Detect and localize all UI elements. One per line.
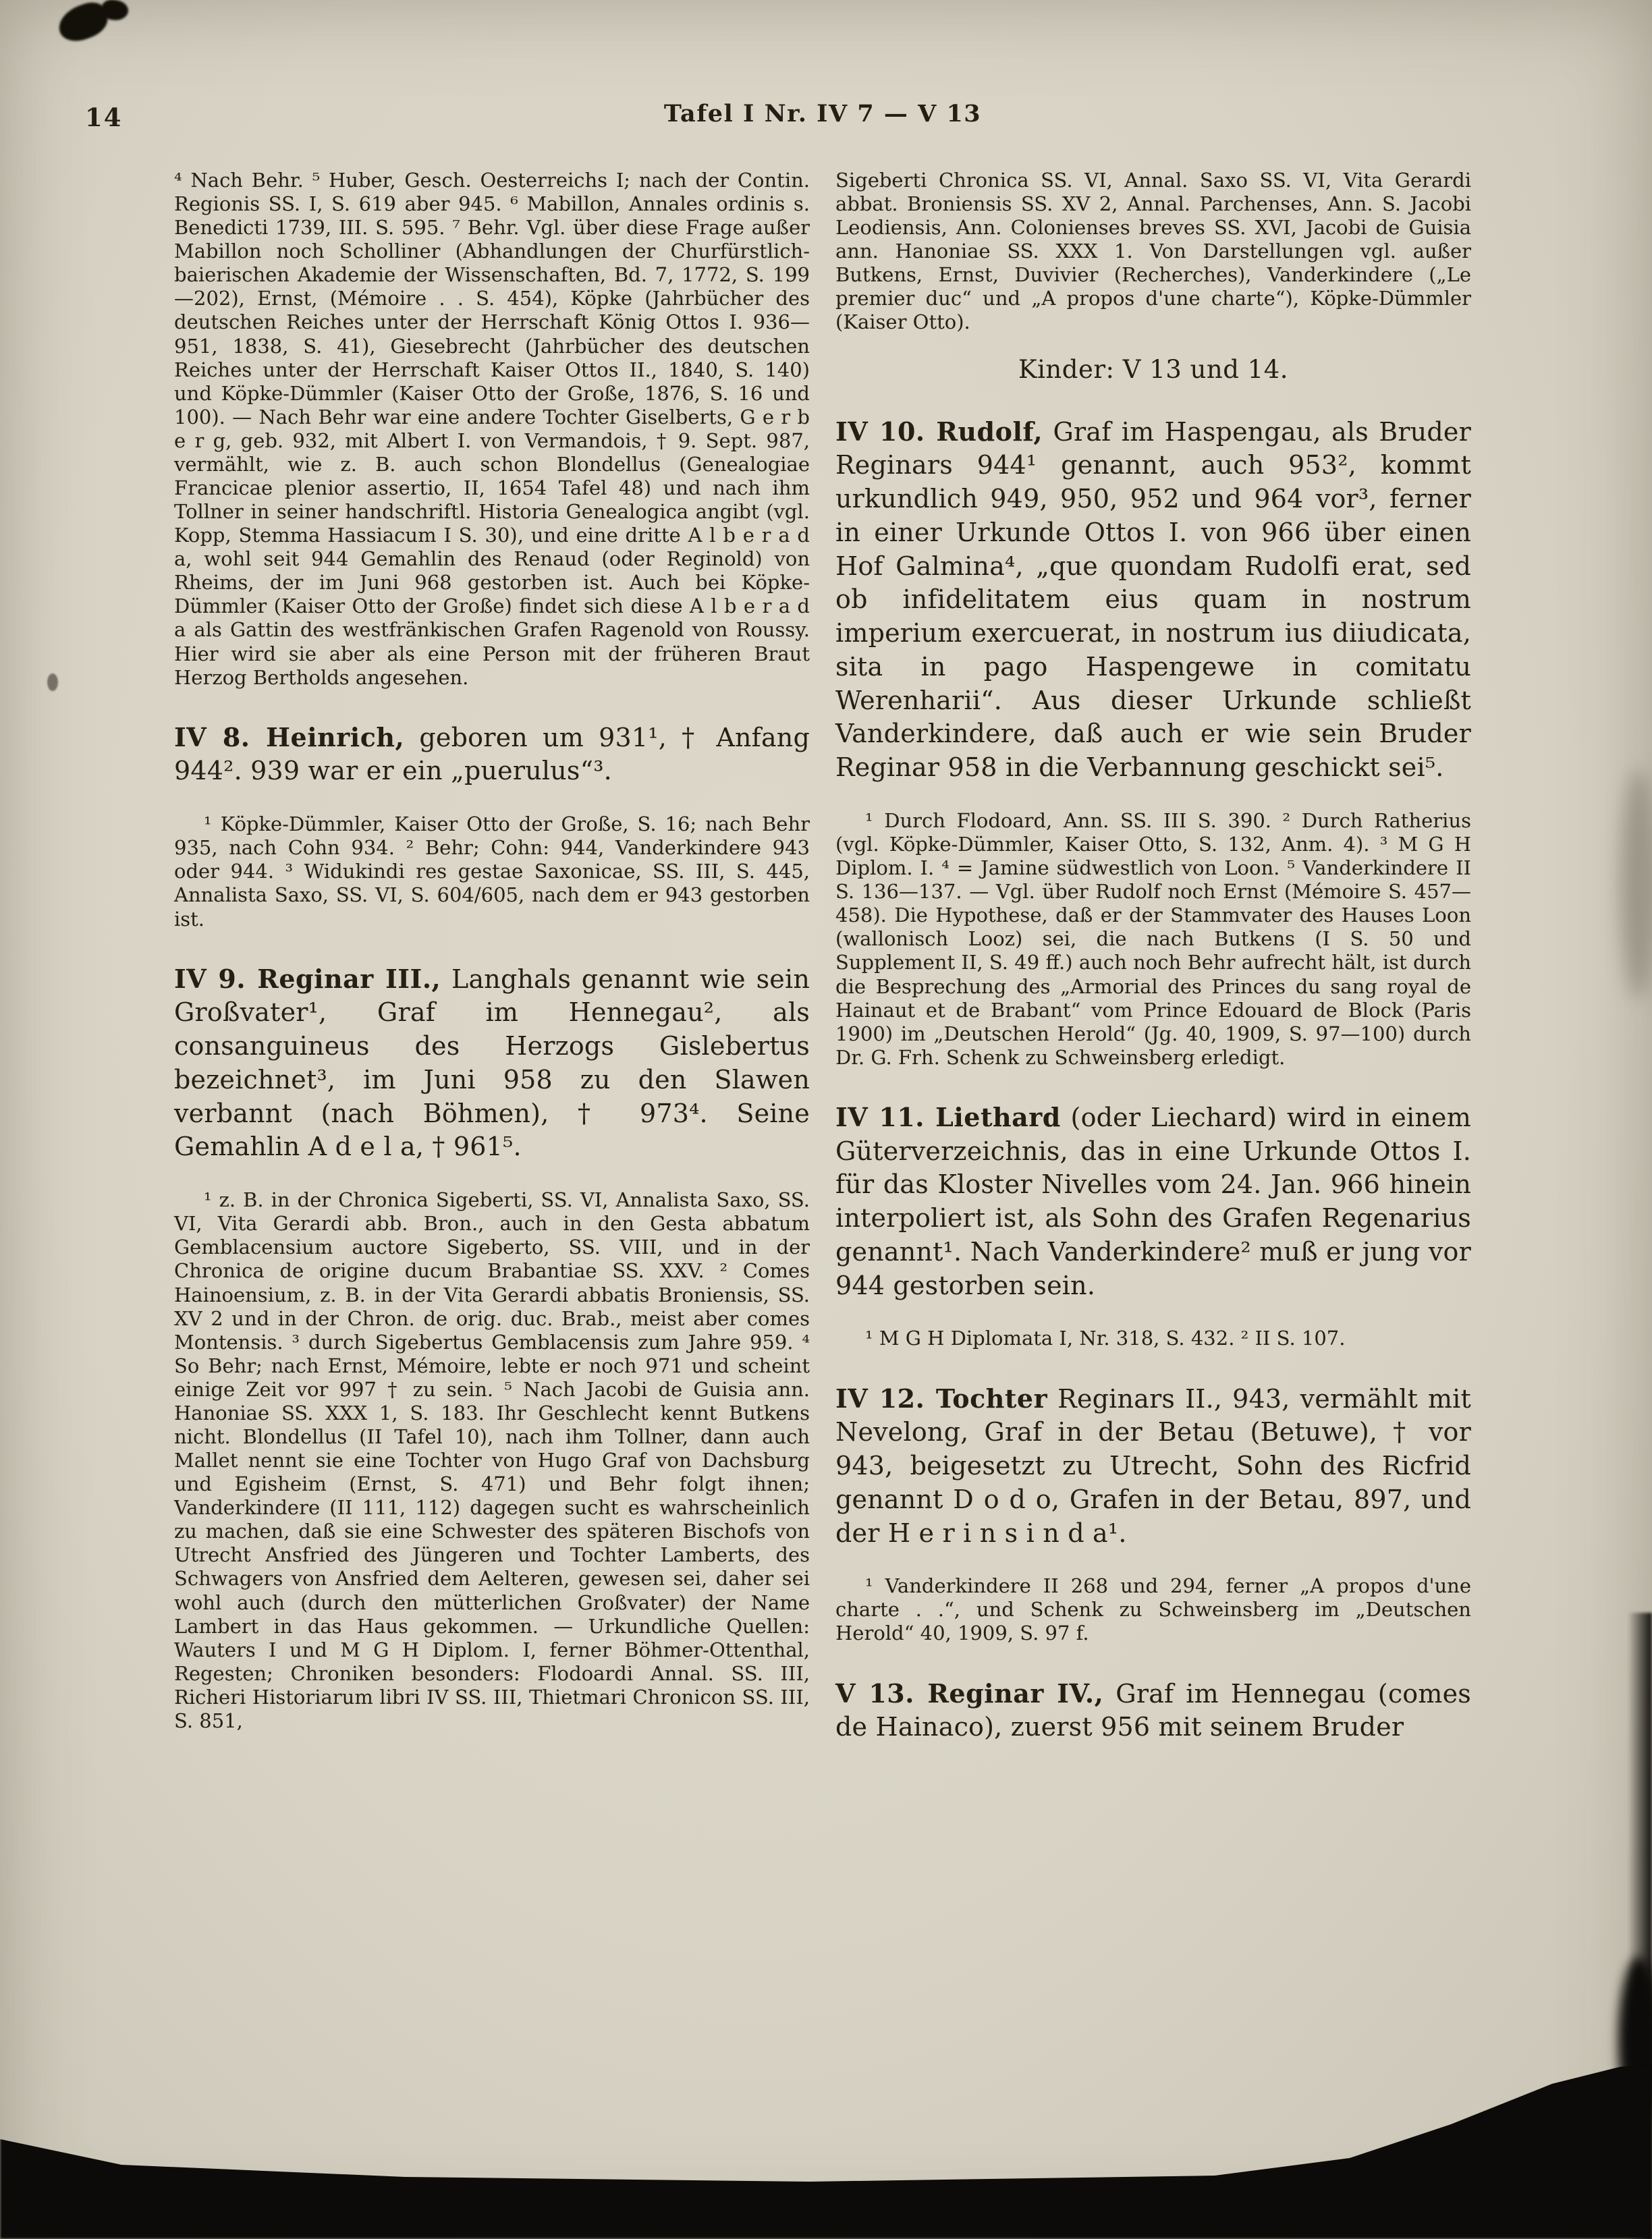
page-content [85,100,1472,1744]
entry-iv9-heading: IV 9. Reginar III., [174,963,441,994]
footnotes-iv11: ¹ M G H Diplomata I, Nr. 318, S. 432. ² II S. 107. [865,1327,1346,1350]
entry-iv12-heading: IV 12. Tochter [835,1383,1048,1414]
footnote-continuation-iv7: ⁴ Nach Behr. ⁵ Huber, Gesch. Oesterreichs I; nach der Contin. Regionis SS. I, S. 619 aber 945. ⁶ Mabillon, Annales ordinis s. Benedicti 1739, III. S. 595. ⁷ Behr. Vgl. über diese Frage außer Mabillon noch Scholliner (Abhandlungen der Churfürstlich-baierischen Akademie der Wissenschaften, Bd. 7, 1772, S. 199—202), Ernst, (Mémoire . . S. 454), Köpke (Jahrbücher des deutschen Reiches unter der Herrschaft König Ottos I. 936—951, 1838, S. 41), Giesebrecht (Jahrbücher des deutschen Reiches unter der Herrschaft Kaiser Ottos II., 1840, S. 140) und Köpke-Dümmler (Kaiser Otto der Große, 1876, S. 16 und 100). — Nach Behr war eine andere Tochter Giselberts, G e r b e r g, geb. 932, mit Albert I. von Vermandois, † 9. Sept. 987, vermählt, wie z. B. auch schon Blondellus (Genealogiae Francicae plenior assertio, II, 1654 Tafel 48) und nach ihm Tollner in seiner handschriftl. Historia Genealogica angibt (vgl. Kopp, Stemma Hassiacum I S. 30), und eine dritte A l b e r a d a, wohl seit 944 Gemahlin des Renaud (oder Reginold) von Rheims, der im Juni 968 gestorben ist. Auch bei Köpke-Dümmler (Kaiser Otto der Große) findet sich diese A l b e r a d a als Gattin des westfränkischen Grafen Ragenold von Roussy. Hier wird sie aber als eine Person mit der früheren Braut Herzog Bertholds angesehen. [174,169,810,689]
entry-iv11-text: (oder Liechard) wird in einem Güterverzeichnis, das in eine Urkunde Ottos I. für das Kloster Nivelles vom 24. Jan. 966 hinein interpoliert ist, als Sohn des Grafen Regenarius genannt¹. Nach Vanderkindere² muß er jung vor 944 gestorben sein. [835,1102,1471,1300]
entry-iv9-text: Langhals genannt wie sein Großvater¹, Graf im Hennegau², als consanguineus des Herzogs Gislebertus bezeichnet³, im Juni 958 zu den Slawen verbannt (nach Böhmen), † 973⁴. Seine Gemahlin A d e l a, † 961⁵. [174,964,810,1162]
entry-iv12-text: Reginars II., 943, vermählt mit Nevelong, Graf in der Betau (Betuwe), † vor 943, beigesetzt zu Utrecht, Sohn des Ricfrid genannt D o d o, Grafen in der Betau, 897, und der H e r i n s i n d a¹. [835,1383,1472,1548]
entry-iv10 [835,415,1471,785]
entry-iv11-heading: IV 11. Liethard [835,1101,1061,1132]
entry-v13 [835,1677,1471,1745]
footnotes-iv12: ¹ Vanderkindere II 268 und 294, ferner „A propos d'une charte . .“, und Schenk zu Schweinsberg im „Deutschen Herold“ 40, 1909, S. 97 f. [835,1574,1471,1645]
entry-iv8-heading: IV 8. Heinrich, [174,721,405,752]
columns [174,169,1471,1744]
scan-mark-left-margin-icon [47,673,58,691]
entry-iv8 [174,721,810,789]
kinder-line: Kinder: V 13 und 14. [1018,354,1289,384]
page-header [85,100,1471,138]
entry-iv10-heading: IV 10. Rudolf, [835,416,1043,447]
right-column [835,169,1471,1744]
page-title: Tafel I Nr. IV 7 — V 13 [663,100,982,128]
entry-iv8-text: geboren um 931¹, † Anfang 944². 939 war er ein „puerulus“³. [174,722,810,786]
entry-v13-heading: V 13. Reginar IV., [835,1678,1104,1709]
footnotes-iv9: ¹ z. B. in der Chronica Sigeberti, SS. VI, Annalista Saxo, SS. VI, Vita Gerardi abb. Bron., auch in den Gesta abbatum Gemblacensium auctore Sigeberto, SS. VIII, und in der Chronica de origine ducum Brabantiae SS. XXV. ² Comes Hainoensium, z. B. in der Vita Gerardi abbatis Broniensis, SS. XV 2 und in der Chron. de orig. duc. Brab., meist aber comes Montensis. ³ durch Sigebertus Gemblacensis zum Jahre 959. ⁴ So Behr; nach Ernst, Mémoire, lebte er noch 971 und scheint einige Zeit vor 997 † zu sein. ⁵ Nach Jacobi de Guisia ann. Hanoniae SS. XXX 1, S. 183. Ihr Geschlecht kennt Butkens nicht. Blondellus (II Tafel 10), nach ihm Tollner, dann auch Mallet nennt sie eine Tochter von Hugo Graf von Dachsburg und Egisheim (Ernst, S. 471) und Behr folgt ihnen; Vanderkindere (II 111, 112) dagegen sucht es wahrscheinlich zu machen, daß sie eine Schwester des späteren Bischofs von Utrecht Ansfried des Jüngeren und Tochter Lamberts, des Schwagers von Ansfried dem Aelteren, gewesen sei, daher sei wohl auch (durch den mütterlichen Großvater) der Name Lambert in das Haus gekommen. — Urkundliche Quellen: Wauters I und M G H Diplom. I, ferner Böhmer-Ottenthal, Regesten; Chroniken besonders: Flodoardi Annal. SS. III, Richeri Historiarum libri IV SS. III, Thietmari Chronicon SS. III, S. 851, [174,1188,810,1732]
page-number: 14 [85,103,123,132]
footnote-continuation-right: Sigeberti Chronica SS. VI, Annal. Saxo SS. VI, Vita Gerardi abbat. Broniensis SS. XV 2, Annal. Parchenses, Ann. S. Jacobi Leodiensis, Ann. Colonienses breves SS. XVI, Jacobi de Guisia ann. Hanoniae SS. XXX 1. Von Darstellungen vgl. außer Butkens, Ernst, Duvivier (Recherches), Vanderkindere („Le premier duc“ und „A propos d'une charte“), Köpke-Dümmler (Kaiser Otto). [835,169,1471,334]
footnotes-iv8: ¹ Köpke-Dümmler, Kaiser Otto der Große, S. 16; nach Behr 935, nach Cohn 934. ² Behr; Cohn: 944, Vanderkindere 943 oder 944. ³ Widukindi res gestae Saxonicae, SS. III, S. 445, Annalista Saxo, SS. VI, S. 604/605, nach dem er 943 gestorben ist. [174,812,810,931]
scan-shadow-bottom-edge [0,2064,1652,2239]
entry-v13-text: Graf im Hennegau (comes de Hainaco), zuerst 956 mit seinem Bruder [835,1678,1472,1742]
left-column [174,169,810,1733]
entry-iv9 [174,962,810,1165]
entry-iv11 [835,1101,1471,1303]
scan-smudge-right-edge [1621,769,1652,999]
entry-iv12 [835,1382,1471,1551]
footnotes-iv10: ¹ Durch Flodoard, Ann. SS. III S. 390. ² Durch Ratherius (vgl. Köpke-Dümmler, Kaiser Otto, S. 132, Anm. 4). ³ M G H Diplom. I. ⁴ = Jamine südwestlich von Loon. ⁵ Vanderkindere II S. 136—137. — Vgl. über Rudolf noch Ernst (Mémoire S. 457—458). Die Hypothese, daß er der Stammvater des Hauses Loon (wallonisch Looz) sei, die nach Butkens (I S. 50 und Supplement II, S. 49 ff.) auch noch Behr aufrecht hält, ist durch die Besprechung des „Armorial des Princes du sang royal de Hainaut et de Brabant“ vom Prince Edouard de Block (Paris 1900) im „Deutschen Herold“ (Jg. 40, 1909, S. 97—100) durch Dr. G. Frh. Schenk zu Schweinsberg erledigt. [835,808,1471,1069]
entry-iv10-text: Graf im Haspengau, als Bruder Reginars 944¹ genannt, auch 953², kommt urkundlich 949, 950, 952 und 964 vor³, ferner in einer Urkunde Ottos I. von 966 über einen Hof Galmina⁴, „que quondam Rudolfi erat, sed ob infidelitatem eius quam in nostrum imperium exercuerat, in nostrum ius diiudicata, sita in pago Haspengewe in comitatu Werenharii“. Aus dieser Urkunde schließt Vanderkindere, daß auch er wie sein Bruder Reginar 958 in die Verbannung geschickt sei⁵. [835,416,1471,783]
